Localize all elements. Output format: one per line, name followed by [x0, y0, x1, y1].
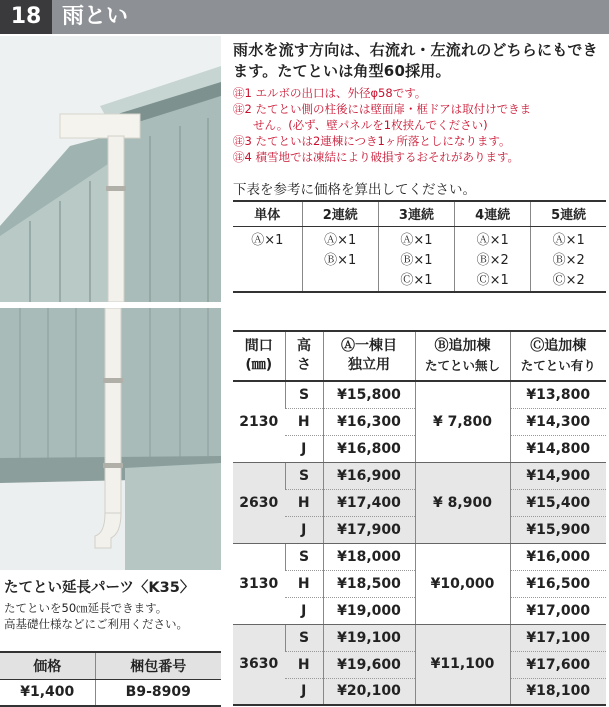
height-cell: S — [285, 381, 323, 408]
price-a-cell: ¥20,100 — [323, 678, 415, 705]
price-c-cell: ¥15,400 — [510, 489, 606, 516]
price-a-cell: ¥16,300 — [323, 408, 415, 435]
height-cell: H — [285, 489, 323, 516]
width-cell: 2630 — [233, 462, 285, 543]
price-a-cell: ¥15,800 — [323, 381, 415, 408]
parts-table — [0, 651, 221, 707]
price-b-cell: ¥11,100 — [415, 624, 510, 705]
price-c-cell: ¥13,800 — [510, 381, 606, 408]
section-header — [0, 0, 609, 34]
price-header-height: 高 さ — [285, 331, 323, 381]
note-item: ㊟3 たてといは2連棟につき1ヶ所落としになります。 — [233, 134, 511, 148]
table-row — [233, 624, 606, 651]
price-a-cell: ¥16,900 — [323, 462, 415, 489]
price-header-a: Ⓐ一棟目 独立用 — [323, 331, 415, 381]
gutter-photo — [0, 36, 221, 302]
width-cell: 3630 — [233, 624, 285, 705]
width-cell: 3130 — [233, 543, 285, 624]
parts-title: たてとい延長パーツ〈K35〉 — [4, 580, 195, 596]
price-a-cell: ¥19,000 — [323, 597, 415, 624]
price-a-cell: ¥19,100 — [323, 624, 415, 651]
note-item: ㊟2 たてとい側の柱後には壁面扉・框ドアは取付けできま — [233, 102, 532, 116]
height-cell: S — [285, 462, 323, 489]
price-a-cell: ¥19,600 — [323, 651, 415, 678]
price-a-cell: ¥18,000 — [323, 543, 415, 570]
price-c-cell: ¥17,000 — [510, 597, 606, 624]
price-a-cell: ¥17,400 — [323, 489, 415, 516]
price-c-cell: ¥14,300 — [510, 408, 606, 435]
parts-header-code: 梱包番号 — [95, 652, 221, 679]
parts-code: B9-8909 — [95, 679, 221, 706]
price-c-cell: ¥14,900 — [510, 462, 606, 489]
price-a-cell: ¥16,800 — [323, 435, 415, 462]
height-cell: J — [285, 678, 323, 705]
notes-list — [233, 85, 605, 165]
table-row — [233, 462, 606, 489]
intro-lead: 雨水を流す方向は、右流れ・左流れのどちらにもできます。たてといは角型60採用。 — [233, 41, 598, 80]
parts-header-price: 価格 — [0, 652, 95, 679]
height-cell: J — [285, 516, 323, 543]
parts-description: たてといを50㎝延長できます。 高基礎仕様などにご利用ください。 — [4, 601, 188, 631]
section-title: 雨とい — [62, 4, 129, 29]
price-c-cell: ¥14,800 — [510, 435, 606, 462]
height-cell: J — [285, 597, 323, 624]
calc-instruction: 下表を参考に価格を算出してください。 — [233, 182, 476, 198]
combo-cell: Ⓐ×1 — [233, 226, 302, 292]
price-a-cell: ¥17,900 — [323, 516, 415, 543]
height-cell: J — [285, 435, 323, 462]
combo-cell: Ⓐ×1 Ⓑ×1 Ⓒ×1 — [378, 226, 454, 292]
price-b-cell: ¥ 7,800 — [415, 381, 510, 462]
height-cell: S — [285, 543, 323, 570]
height-cell: H — [285, 651, 323, 678]
combination-table — [233, 200, 606, 293]
price-header-width: 間口 (㎜) — [233, 331, 285, 381]
price-b-cell: ¥ 8,900 — [415, 462, 510, 543]
price-header-b: Ⓑ追加棟 たてとい無し — [415, 331, 510, 381]
price-header-c: Ⓒ追加棟 たてとい有り — [510, 331, 606, 381]
price-c-cell: ¥16,000 — [510, 543, 606, 570]
height-cell: S — [285, 624, 323, 651]
note-item: ㊟1 エルボの出口は、外径φ58です。 — [233, 86, 427, 100]
note-item: せん。(必ず、壁パネルを1枚挟んでください) — [253, 118, 488, 132]
intro-block — [233, 40, 605, 165]
price-a-cell: ¥18,500 — [323, 570, 415, 597]
price-c-cell: ¥16,500 — [510, 570, 606, 597]
section-number: 18 — [0, 0, 52, 34]
downspout-photo — [0, 308, 221, 570]
combo-cell: Ⓐ×1 Ⓑ×2 Ⓒ×2 — [531, 226, 606, 292]
height-cell: H — [285, 570, 323, 597]
combo-header: 単体 — [233, 201, 302, 226]
note-item: ㊟4 積雪地では凍結により破損するおそれがあります。 — [233, 150, 520, 164]
combo-header: 5連続 — [531, 201, 606, 226]
combo-header: 3連続 — [378, 201, 454, 226]
combo-header: 2連続 — [302, 201, 378, 226]
height-cell: H — [285, 408, 323, 435]
combo-header: 4連続 — [455, 201, 531, 226]
price-c-cell: ¥17,600 — [510, 651, 606, 678]
price-b-cell: ¥10,000 — [415, 543, 510, 624]
combo-cell: Ⓐ×1 Ⓑ×2 Ⓒ×1 — [455, 226, 531, 292]
price-c-cell: ¥15,900 — [510, 516, 606, 543]
width-cell: 2130 — [233, 381, 285, 462]
combo-cell: Ⓐ×1 Ⓑ×1 — [302, 226, 378, 292]
parts-price: ¥1,400 — [0, 679, 95, 706]
table-row — [233, 381, 606, 408]
price-c-cell: ¥18,100 — [510, 678, 606, 705]
price-c-cell: ¥17,100 — [510, 624, 606, 651]
table-row — [233, 543, 606, 570]
price-table — [233, 330, 606, 706]
